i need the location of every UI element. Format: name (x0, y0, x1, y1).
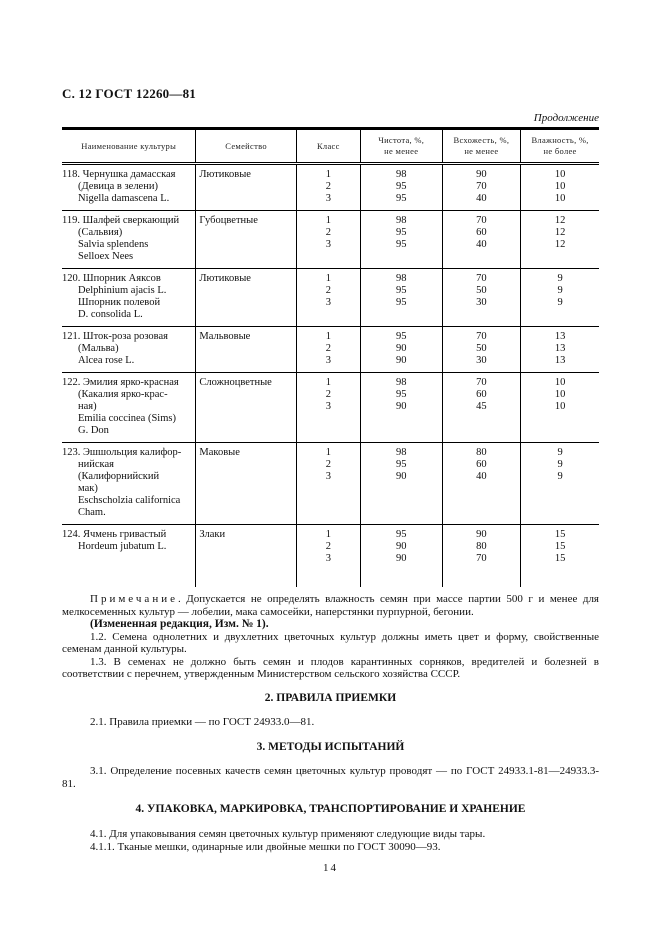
value: 95 (395, 181, 407, 192)
value: 95 (395, 239, 407, 250)
section-test-methods-body (62, 765, 599, 790)
culture-name-line: 119. Шалфей сверкающий (62, 215, 180, 226)
column-header-class: Класс (296, 129, 360, 164)
value: 1 (325, 331, 331, 342)
value: 2 (325, 541, 331, 552)
value: 80 (476, 541, 487, 552)
value: 2 (325, 285, 331, 296)
value: 10 (554, 401, 566, 412)
value: 3 (325, 193, 331, 204)
humidity-cell (521, 327, 599, 373)
value: 1 (325, 215, 331, 226)
value: 12 (554, 239, 566, 250)
culture-name-cell (62, 211, 196, 269)
class-cell (296, 373, 360, 443)
table-row (62, 373, 599, 443)
value: 15 (554, 529, 566, 540)
value: 9 (557, 285, 563, 296)
culture-name-line: 122. Эмилия ярко-красная (62, 377, 179, 388)
section-title-acceptance: 2. ПРАВИЛА ПРИЕМКИ (264, 692, 397, 704)
value: 9 (557, 273, 563, 284)
value: 9 (557, 471, 563, 482)
value: 10 (554, 193, 566, 204)
column-header-germination: Всхожесть, %, не менее (442, 129, 521, 164)
culture-name-line: Hordeum jubatum L. (78, 541, 167, 552)
table-header-row (62, 129, 599, 164)
family-cell: Мальвовые (196, 327, 296, 373)
value: 98 (395, 377, 407, 388)
value: 45 (476, 401, 487, 412)
value: 98 (395, 447, 407, 458)
germination-cell (442, 443, 521, 525)
value: 50 (476, 343, 487, 354)
purity-cell (360, 164, 442, 211)
value: 3 (325, 355, 331, 366)
culture-name-line: Delphinium ajacis L. (78, 285, 167, 296)
culture-name-line: G. Don (78, 425, 109, 436)
seed-quality-table (62, 127, 599, 587)
culture-name-line: ная) (78, 401, 97, 412)
culture-name-line: 118. Чернушка дамасская (62, 169, 176, 180)
column-header-name: Наименование культуры (62, 129, 196, 164)
section-packaging-body (62, 828, 599, 853)
value: 10 (554, 377, 566, 388)
value: 90 (395, 343, 407, 354)
class-cell (296, 327, 360, 373)
culture-name-line: (Калифорнийский (78, 471, 160, 482)
value: 2 (325, 459, 331, 470)
value: 1 (325, 377, 331, 388)
value: 70 (476, 181, 487, 192)
value: 10 (554, 389, 566, 400)
paragraph-4-1-1: 4.1.1. Тканые мешки, одинарные или двойные мешки по ГОСТ 30090—93. (90, 840, 441, 853)
family-cell: Лютиковые (196, 269, 296, 327)
culture-name-line: нийская (78, 459, 114, 470)
value: 70 (476, 377, 487, 388)
value: 90 (476, 529, 487, 540)
value: 1 (325, 447, 331, 458)
culture-name-cell (62, 327, 196, 373)
table-body (62, 164, 599, 588)
culture-name-line: (Девица в зелени) (78, 181, 158, 192)
value: 98 (395, 273, 407, 284)
value: 95 (395, 227, 407, 238)
value: 60 (476, 389, 487, 400)
value: 3 (325, 239, 331, 250)
value: 9 (557, 447, 563, 458)
value: 95 (395, 459, 407, 470)
value: 2 (325, 181, 331, 192)
culture-name-line: (Мальва) (78, 343, 119, 354)
amendment-note: (Измененная редакция, Изм. № 1). (90, 618, 269, 630)
value: 15 (554, 541, 566, 552)
section-title-test-methods: 3. МЕТОДЫ ИСПЫТАНИЙ (256, 741, 405, 753)
culture-name-line: 120. Шпорник Аяксов (62, 273, 161, 284)
purity-cell (360, 525, 442, 588)
germination-cell (442, 269, 521, 327)
value: 90 (395, 471, 407, 482)
table-row (62, 211, 599, 269)
value: 3 (325, 471, 331, 482)
value: 40 (476, 471, 487, 482)
culture-name-line: D. consolida L. (78, 309, 143, 320)
culture-name-line: (Какалия ярко-крас- (78, 389, 168, 400)
value: 90 (395, 355, 407, 366)
culture-name-line: 124. Ячмень гривастый (62, 529, 167, 540)
table-row (62, 525, 599, 588)
section-acceptance-body (62, 716, 599, 729)
note-text: . Допускается не определять влажность семян при массе партии 500 г и менее для мелкосеменных культур — лобелии, мака самосейки, наперстянки пурпурной, бегонии. (62, 593, 599, 618)
germination-cell (442, 373, 521, 443)
class-cell (296, 164, 360, 211)
value: 13 (554, 355, 566, 366)
value: 3 (325, 401, 331, 412)
value: 3 (325, 297, 331, 308)
culture-name-cell (62, 269, 196, 327)
value: 40 (476, 193, 487, 204)
continuation-label: Продолжение (533, 112, 599, 124)
germination-cell (442, 327, 521, 373)
table-row (62, 164, 599, 211)
value: 98 (395, 215, 407, 226)
value: 13 (554, 343, 566, 354)
humidity-cell (521, 164, 599, 211)
value: 9 (557, 459, 563, 470)
culture-name-line: Eschscholzia californica (78, 495, 181, 506)
value: 30 (476, 297, 487, 308)
value: 1 (325, 169, 331, 180)
value: 90 (395, 401, 407, 412)
column-header-humidity: Влажность, %, не более (521, 129, 599, 164)
value: 10 (554, 181, 566, 192)
purity-cell (360, 443, 442, 525)
paragraph-3-1: 3.1. Определение посевных качеств семян цветочных культур проводят — по ГОСТ 24933.1-81—24933.3-81. (62, 765, 599, 790)
value: 10 (554, 169, 566, 180)
value: 12 (554, 215, 566, 226)
value: 70 (476, 273, 487, 284)
value: 60 (476, 227, 487, 238)
value: 95 (395, 285, 407, 296)
value: 90 (476, 169, 487, 180)
table-row (62, 443, 599, 525)
value: 95 (395, 529, 407, 540)
family-cell: Злаки (196, 525, 296, 588)
purity-cell (360, 327, 442, 373)
germination-cell (442, 525, 521, 588)
purity-cell (360, 373, 442, 443)
culture-name-cell (62, 164, 196, 211)
culture-name-line: (Сальвия) (78, 227, 123, 238)
table-note (62, 593, 599, 681)
value: 40 (476, 239, 487, 250)
humidity-cell (521, 269, 599, 327)
value: 98 (395, 169, 407, 180)
humidity-cell (521, 211, 599, 269)
purity-cell (360, 211, 442, 269)
culture-name-line: Nigella damascena L. (78, 193, 170, 204)
value: 12 (554, 227, 566, 238)
value: 95 (395, 331, 407, 342)
note-label: Примечание (90, 593, 178, 605)
paragraph-1-3: 1.3. В семенах не должно быть семян и плодов карантинных сорняков, вредителей и болезней в соответствии с перечнем, утвержденным Министерством сельского хозяйства СССР. (62, 655, 599, 680)
family-cell: Маковые (196, 443, 296, 525)
humidity-cell (521, 443, 599, 525)
value: 2 (325, 343, 331, 354)
family-cell: Лютиковые (196, 164, 296, 211)
value: 9 (557, 297, 563, 308)
table-row (62, 269, 599, 327)
value: 95 (395, 193, 407, 204)
paragraph-2-1: 2.1. Правила приемки — по ГОСТ 24933.0—81. (90, 716, 315, 728)
value: 30 (476, 355, 487, 366)
culture-name-line: Salvia splendens (78, 239, 149, 250)
value: 80 (476, 447, 487, 458)
culture-name-line: Cham. (78, 507, 106, 518)
page-header: С. 12 ГОСТ 12260—81 (62, 86, 196, 101)
page-number: 14 (323, 862, 338, 874)
value: 1 (325, 273, 331, 284)
family-cell: Сложноцветные (196, 373, 296, 443)
culture-name-line: Alcea rose L. (78, 355, 135, 366)
value: 15 (554, 553, 566, 564)
table-row (62, 327, 599, 373)
value: 95 (395, 297, 407, 308)
family-cell: Губоцветные (196, 211, 296, 269)
purity-cell (360, 269, 442, 327)
value: 50 (476, 285, 487, 296)
class-cell (296, 211, 360, 269)
germination-cell (442, 211, 521, 269)
value: 2 (325, 389, 331, 400)
value: 90 (395, 541, 407, 552)
culture-name-line: 121. Шток-роза розовая (62, 331, 168, 342)
culture-name-cell (62, 373, 196, 443)
value: 70 (476, 215, 487, 226)
value: 70 (476, 553, 487, 564)
value: 60 (476, 459, 487, 470)
class-cell (296, 443, 360, 525)
value: 3 (325, 553, 331, 564)
culture-name-cell (62, 525, 196, 588)
value: 1 (325, 529, 331, 540)
humidity-cell (521, 373, 599, 443)
column-header-purity: Чистота, %, не менее (360, 129, 442, 164)
culture-name-line: Selloex Nees (78, 251, 134, 262)
paragraph-1-2: 1.2. Семена однолетних и двухлетних цветочных культур должны иметь цвет и форму, свойственные семенам данной культуры. (62, 630, 599, 655)
section-title-packaging: 4. УПАКОВКА, МАРКИРОВКА, ТРАНСПОРТИРОВАНИЕ И ХРАНЕНИЕ (135, 803, 526, 815)
culture-name-line: мак) (78, 483, 98, 494)
germination-cell (442, 164, 521, 211)
value: 95 (395, 389, 407, 400)
value: 90 (395, 553, 407, 564)
value: 70 (476, 331, 487, 342)
culture-name-line: Emilia coccinea (Sims) (78, 413, 176, 424)
culture-name-cell (62, 443, 196, 525)
value: 2 (325, 227, 331, 238)
culture-name-line: 123. Эшшольция калифор- (62, 447, 182, 458)
value: 13 (554, 331, 566, 342)
humidity-cell (521, 525, 599, 588)
paragraph-4-1: 4.1. Для упаковывания семян цветочных культур применяют следующие виды тары. (90, 828, 486, 840)
class-cell (296, 525, 360, 588)
column-header-family: Семейство (196, 129, 296, 164)
class-cell (296, 269, 360, 327)
culture-name-line: Шпорник полевой (78, 297, 161, 308)
